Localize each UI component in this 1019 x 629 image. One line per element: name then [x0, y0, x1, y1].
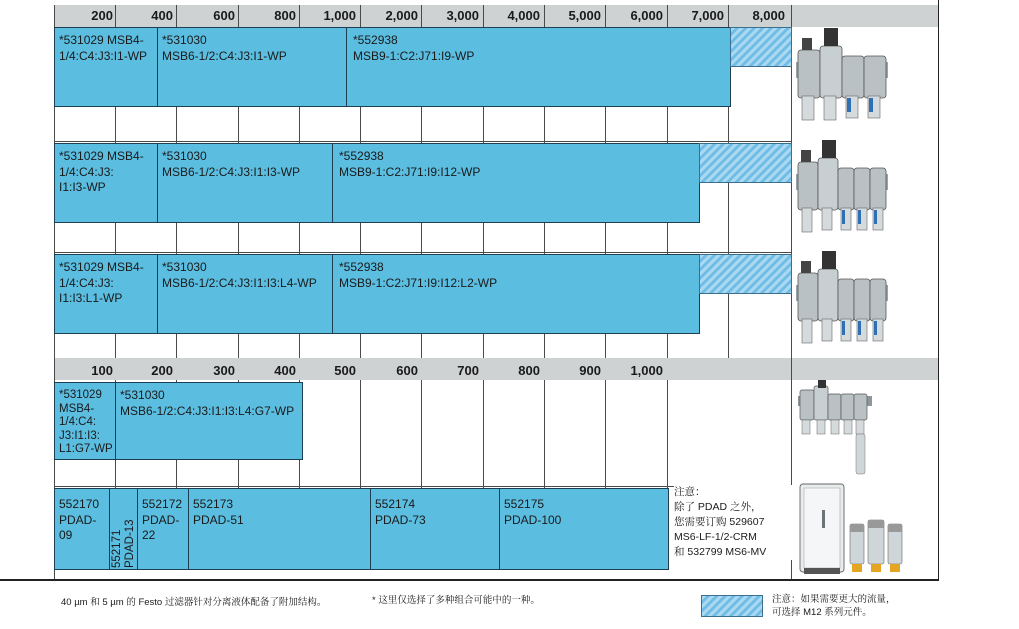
product-model: 1/4:C4:J3:	[59, 164, 114, 179]
pdad-cell[interactable]	[54, 488, 110, 570]
note-line: MS6-LF-1/2-CRM	[674, 531, 757, 543]
legend-hatch-swatch	[701, 595, 763, 617]
product-model: MSB9-1:C2:J71:I9:I12:L2-WP	[339, 275, 498, 290]
product-cell-msb9[interactable]	[332, 143, 700, 223]
product-line: MSB4-	[59, 402, 95, 415]
product-cell-msb9[interactable]	[332, 254, 700, 334]
filter-regulator-unit-icon	[796, 380, 876, 476]
product-cell-msb9[interactable]	[346, 27, 731, 107]
pdad-name: PDAD-51	[193, 512, 244, 527]
tick-label: 8,000	[752, 8, 785, 23]
footnote-filters: 40 µm 和 5 µm 的 Festo 过滤器针对分离液体配备了附加结构。	[61, 597, 327, 608]
extended-flow-hatch	[730, 27, 792, 67]
tick-label: 200	[91, 8, 113, 23]
note-line: 和 532799 MS6-MV	[674, 546, 767, 558]
product-model: MSB9-1:C2:J71:I9-WP	[353, 48, 475, 63]
extended-flow-hatch	[699, 143, 792, 183]
pdad-cell[interactable]	[137, 488, 189, 570]
tick-label: 1,000	[323, 8, 356, 23]
filter-regulator-unit-icon	[794, 138, 890, 238]
tick-label: 300	[213, 363, 235, 378]
pdad-code: 552171	[111, 529, 123, 568]
product-code: *531029 MSB4-	[59, 149, 144, 163]
product-cell-msb6[interactable]	[157, 27, 347, 107]
tick-label: 900	[579, 363, 601, 378]
product-line: *531029	[59, 389, 102, 401]
product-model: MSB6-1/2:C4:J3:I1-WP	[162, 48, 287, 63]
product-code: *531029 MSB4-	[59, 260, 144, 274]
product-line: L1:G7-WP	[59, 443, 113, 455]
tick-label: 800	[274, 8, 296, 23]
product-model: 1/4:C4:J3:	[59, 275, 114, 290]
product-model: MSB6-1/2:C4:J3:I1:I3:L4:G7-WP	[120, 403, 295, 418]
pdad-code: 552170	[59, 497, 100, 511]
pdad-cell[interactable]	[370, 488, 500, 570]
product-code: *531029 MSB4-	[59, 33, 144, 47]
product-line: J3:I1:I3:	[59, 429, 100, 442]
pdad-cell[interactable]	[188, 488, 371, 570]
product-cell-msb4[interactable]	[54, 27, 158, 107]
product-cell-msb6-g7[interactable]	[115, 382, 303, 460]
pdad-name: PDAD-13	[124, 519, 136, 568]
note-line: 您需要订购 529607	[674, 516, 765, 528]
tick-label: 700	[457, 363, 479, 378]
pdad-size: 22	[142, 528, 156, 542]
note-line: 注意：	[674, 486, 706, 498]
air-dryer-unit-icon	[796, 480, 914, 576]
filter-regulator-unit-icon	[794, 249, 890, 349]
note-line: 除了 PDAD 之外，	[674, 501, 762, 513]
extended-flow-hatch	[699, 254, 792, 294]
pdad-code: 552172	[142, 497, 183, 511]
tick-label: 400	[151, 8, 173, 23]
product-cell-msb4[interactable]	[54, 254, 158, 334]
filter-regulator-unit-icon	[794, 26, 890, 126]
product-cell-msb4-g7[interactable]	[54, 382, 116, 460]
tick-label: 1,000	[630, 363, 663, 378]
pdad-name: PDAD-73	[375, 512, 426, 527]
tick-label: 600	[213, 8, 235, 23]
legend-note-line: 注意：如果需要更大的流量，	[772, 594, 896, 605]
pdad-code: 552174	[375, 497, 416, 511]
product-model-extra: I1:I3-WP	[59, 180, 106, 194]
product-code: *531030	[162, 33, 207, 47]
tick-label: 7,000	[691, 8, 724, 23]
product-code: *552938	[353, 33, 398, 47]
page-rule	[0, 579, 938, 581]
pdad-code: 552175	[504, 497, 545, 511]
tick-label: 6,000	[630, 8, 663, 23]
tick-label: 3,000	[446, 8, 479, 23]
product-line: 1/4:C4:	[59, 416, 97, 428]
product-model: 1/4:C4:J3:I1-WP	[59, 48, 148, 63]
product-cell-msb6[interactable]	[157, 143, 333, 223]
product-code: *552938	[339, 149, 384, 163]
pdad-size: 09	[59, 528, 73, 542]
product-code: *531030	[162, 260, 207, 274]
pdad-cell[interactable]	[499, 488, 669, 570]
product-model: MSB9-1:C2:J71:I9:I12-WP	[339, 164, 481, 179]
tick-label: 200	[151, 363, 173, 378]
pdad-name: PDAD-	[142, 512, 180, 527]
tick-label: 500	[334, 363, 356, 378]
product-code: *531030	[162, 149, 207, 163]
tick-label: 100	[91, 363, 113, 378]
product-cell-msb4[interactable]	[54, 143, 158, 223]
tick-label: 400	[274, 363, 296, 378]
pdad-name: PDAD-	[59, 512, 97, 527]
product-model-extra: I1:I3:L1-WP	[59, 291, 123, 305]
pdad-side-note	[674, 485, 792, 560]
right-rule	[938, 0, 939, 581]
tick-label: 600	[396, 363, 418, 378]
tick-label: 4,000	[507, 8, 540, 23]
pdad-code: 552173	[193, 497, 234, 511]
legend-note-line: 可选择 M12 系列元件。	[772, 607, 872, 618]
pdad-cell-vertical[interactable]	[109, 488, 138, 570]
product-model: MSB6-1/2:C4:J3:I1:I3:L4-WP	[162, 275, 317, 290]
legend-note	[772, 593, 922, 619]
pdad-name: PDAD-100	[504, 512, 562, 527]
product-cell-msb6[interactable]	[157, 254, 333, 334]
product-code: *552938	[339, 260, 384, 274]
footnote-selection: * 这里仅选择了多种组合可能中的一种。	[372, 595, 540, 606]
product-code: *531030	[120, 388, 165, 402]
tick-label: 2,000	[385, 8, 418, 23]
tick-label: 800	[518, 363, 540, 378]
product-model: MSB6-1/2:C4:J3:I1:I3-WP	[162, 164, 301, 179]
tick-label: 5,000	[568, 8, 601, 23]
